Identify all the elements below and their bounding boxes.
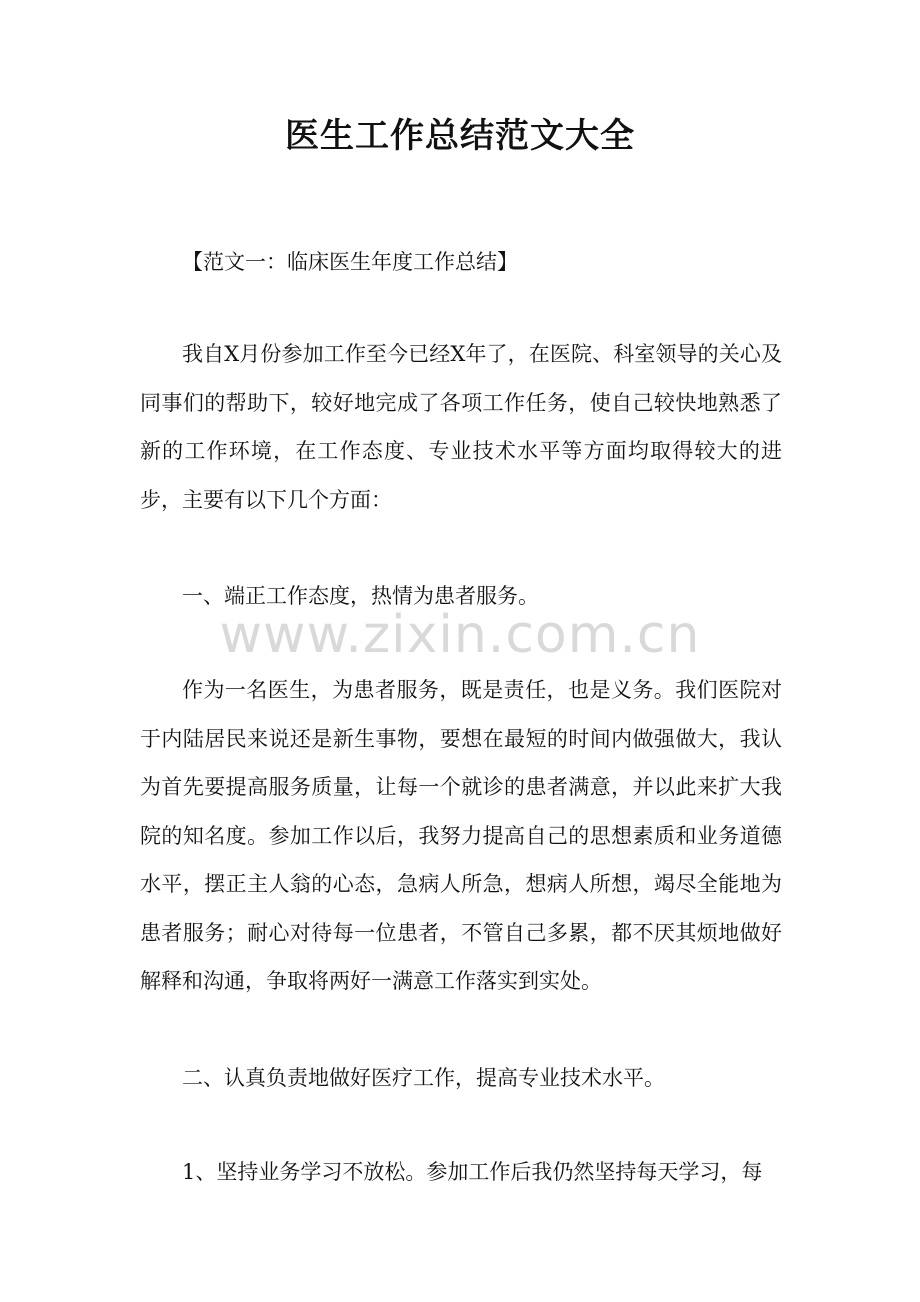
paragraph-intro: 我自X月份参加工作至今已经X年了，在医院、科室领导的关心及同事们的帮助下，较好地完成了各项工作任务，使自己较快地熟悉了新的工作环境，在工作态度、专业技术水平等方面均取得较大的进步，主要有以下几个方面： xyxy=(140,342,782,512)
document-title: 医生工作总结范文大全 xyxy=(285,116,635,156)
watermark-text: www.zixin.com.cn xyxy=(219,605,701,665)
paragraph-service: 作为一名医生，为患者服务，既是责任，也是义务。我们医院对于内陆居民来说还是新生事物，要想在最短的时间内做强做大，我认为首先要提高服务质量，让每一个就诊的患者满意，并以此来扩大我院的知名度。参加工作以后，我努力提高自己的思想素质和业务道德水平，摆正主人翁的心态，急病人所急，想病人所想，竭尽全能地为患者服务；耐心对待每一位患者，不管自己多累，都不厌其烦地做好解释和沟通，争取将两好一满意工作落实到实处。 xyxy=(140,678,782,993)
paragraph-study: 1、坚持业务学习不放松。参加工作后我仍然坚持每天学习，每 xyxy=(182,1160,763,1184)
section-heading-1: 一、端正工作态度，热情为患者服务。 xyxy=(182,584,539,608)
section-heading-2: 二、认真负责地做好医疗工作，提高专业技术水平。 xyxy=(182,1066,665,1090)
section-label: 【范文一：临床医生年度工作总结】 xyxy=(182,250,518,274)
